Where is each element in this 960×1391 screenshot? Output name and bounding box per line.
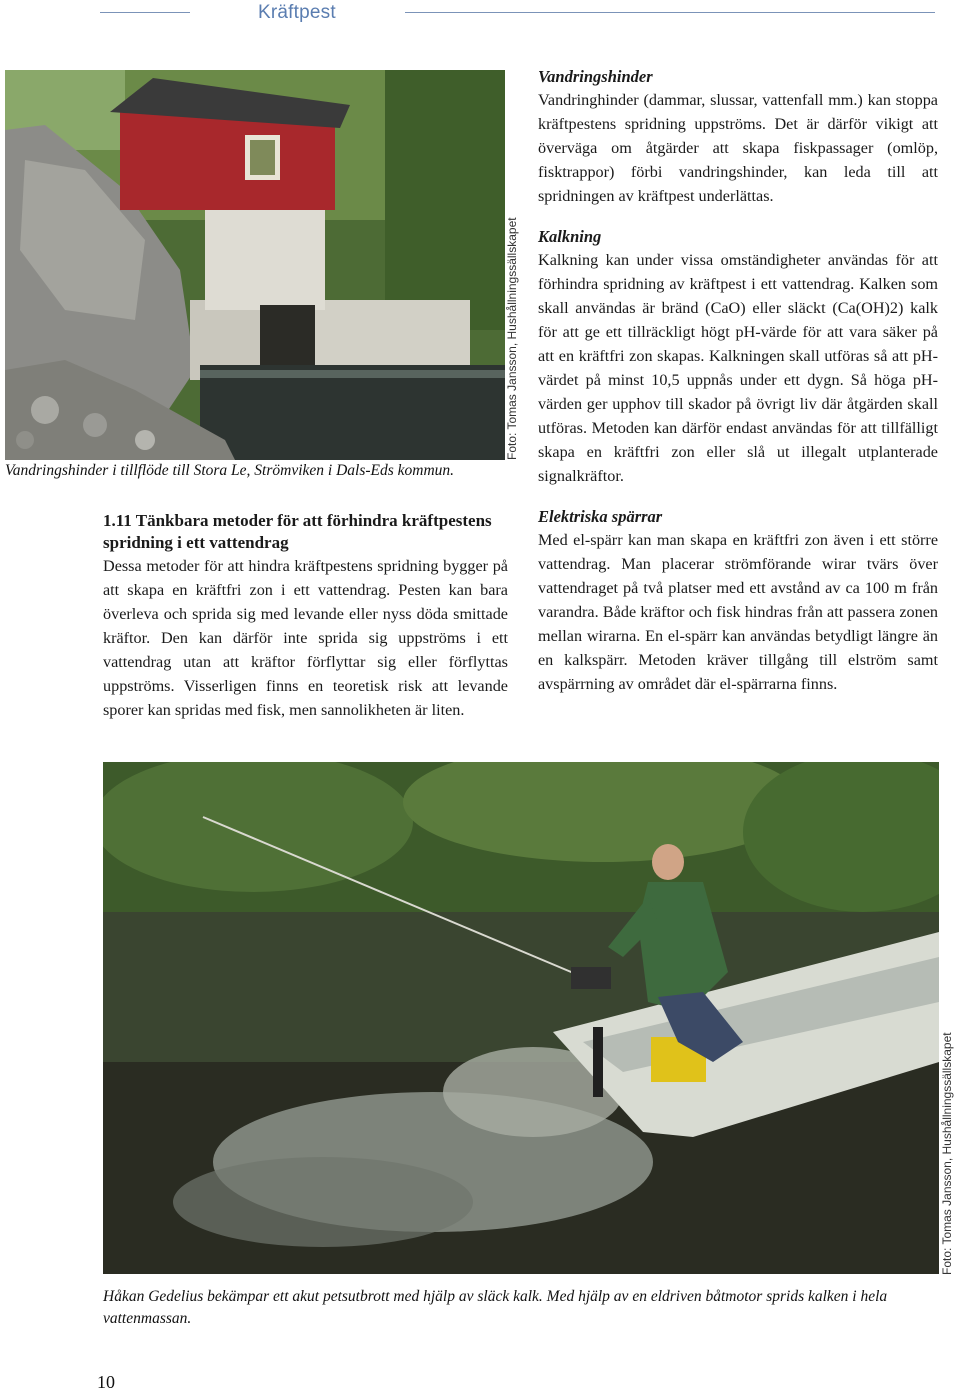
subheading-vandringshinder: Vandringshinder (538, 67, 653, 86)
block-vandringshinder (538, 66, 938, 208)
body-kalkning: Kalkning kan under vissa omständigheter användas för att förhindra spridning av kräftpest i ett vattendrag. Kalken som skall användas är bränd (CaO) eller släckt (Ca(OH)2) kalk för att ge ett tillräckligt högt pH-värde för att vara säker på att en kräftfri zon skapas. Kalkningen skall utföras så att pH-värdet på minst 10,5 uppnås under ett dygn. Så höga pH-värden ger upphov till skador på övrigt liv där åtgärden skall utföras. Metoden kan därför endast användas för att tillfälligt skapa en kräftfri zon eller slå ut illegalt utplanterade signalkräftor. (538, 251, 938, 485)
subheading-kalkning: Kalkning (538, 227, 602, 246)
dam-photo (5, 70, 505, 460)
photo1-caption: Vandringshinder i tillflöde till Stora Le, Strömviken i Dals-Eds kommun. (5, 462, 455, 479)
right-column (538, 66, 938, 714)
photo1-credit: Foto: Tomas Jansson, Hushållningssällskapet (505, 217, 519, 460)
photo2-caption: Håkan Gedelius bekämpar ett akut petsutbrott med hjälp av släck kalk. Med hjälp av en eldriven båtmotor sprids kalken i hela vattenmassan. (103, 1288, 888, 1327)
header-rule-right (405, 12, 935, 13)
section-heading: 1.11 Tänkbara metoder för att förhindra kräftpestens spridning i ett vattendrag (103, 511, 492, 552)
header-rule-left (100, 12, 190, 13)
body-elektriska-sparrar: Med el-spärr kan man skapa en kräftfri zon även i ett större vattendrag. Man placerar strömförande wirar tvärs över vattendraget på två platser med ett avstånd av ca 100 m från varandra. Både kräftor och fisk hindras från att passera zonen mellan wirarna. En el-spärr kan användas betydligt längre än en kalkspärr. Metoden kräver tillgång till elström samt avspärrning av området där el-spärrarna finns. (538, 531, 938, 693)
block-kalkning (538, 226, 938, 488)
section-body: Dessa metoder för att hindra kräftpestens spridning bygger på att skapa en kräftfri zon i ett vattendrag. Pesten kan bara överleva och sprida sig med levande eller nyss döda smittade kräftor. Den kan därför inte sprida sig uppströms i ett vattendrag utan att kräftor förflyttar sig eller förflyttas uppströms. Visserligen finns en teoretisk risk att levande sporer kan spridas med fisk, men sannolikheten är liten. (103, 557, 508, 719)
subheading-elektriska-sparrar: Elektriska spärrar (538, 507, 663, 526)
body-vandringshinder: Vandringhinder (dammar, slussar, vattenfall mm.) kan stoppa kräftpestens spridning uppströms. Det är därför vikigt att överväga om åtgärder att skapa fiskpassager (omlöp, fisktrappor) förbi vandringshinder, kan leda till att spridningen av kräftpest underlättas. (538, 91, 938, 205)
boat-liming-photo (103, 762, 939, 1274)
page-number: 10 (97, 1372, 115, 1391)
block-elektriska-sparrar (538, 506, 938, 696)
photo2-credit: Foto: Tomas Jansson, Hushållningssällskapet (940, 1032, 954, 1275)
running-header-title: Kräftpest (258, 2, 336, 23)
